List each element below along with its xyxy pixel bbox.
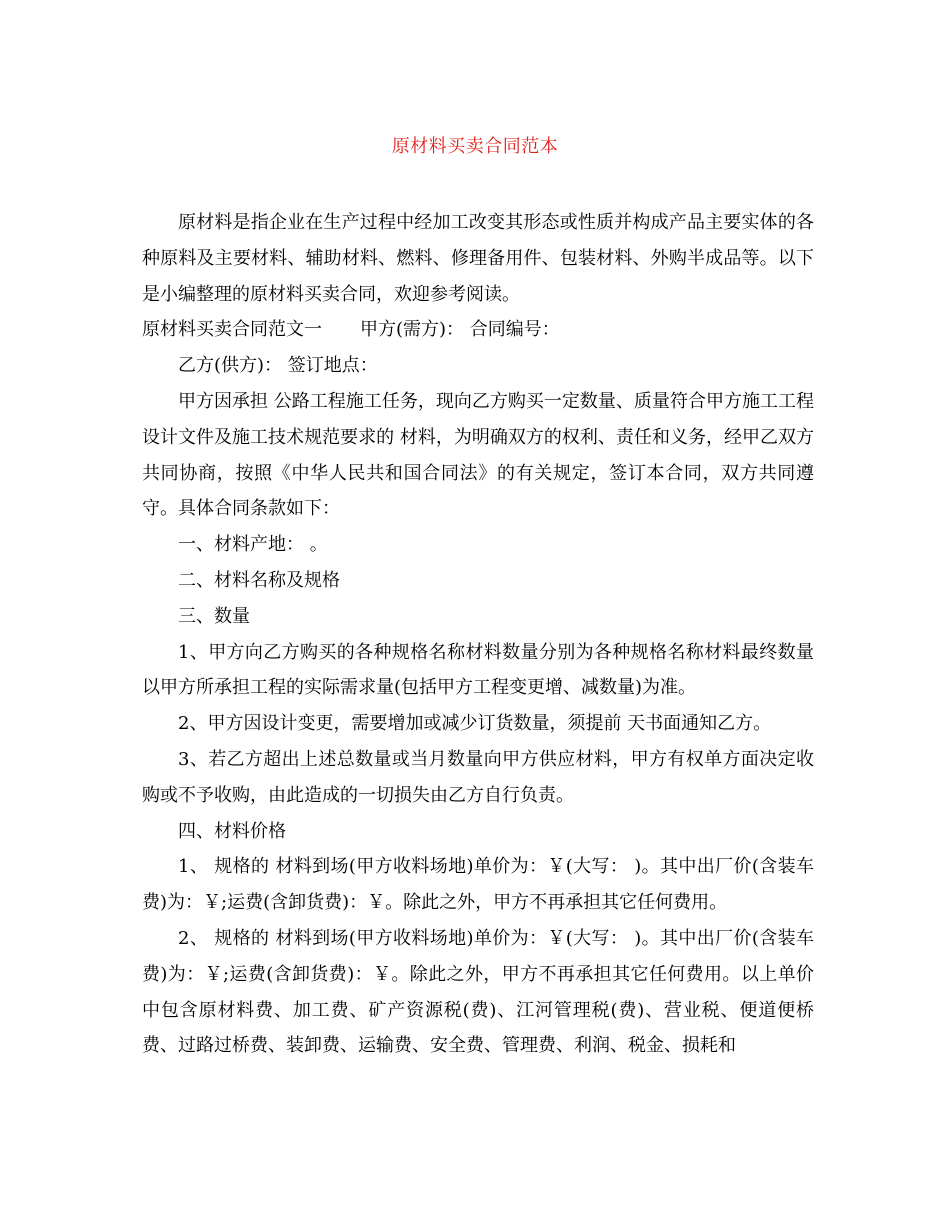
- price-clause-1: 1、 规格的 材料到场(甲方收料场地)单价为：￥(大写： )。其中出厂价(含装车费)为：￥;运费(含卸货费)：￥。除此之外，甲方不再承担其它任何费用。: [142, 856, 814, 914]
- party-b-line: 乙方(供方)： 签订地点：: [178, 355, 378, 377]
- party-a-label: 甲方(需方)：: [360, 319, 465, 341]
- intro-paragraph: 原材料是指企业在生产过程中经加工改变其形态或性质并构成产品主要实体的各种原料及主要材料、辅助材料、燃料、修理备用件、包装材料、外购半成品等。以下是小编整理的原材料买卖合同，欢迎参考阅读。: [142, 212, 814, 305]
- preamble-paragraph: 甲方因承担 公路工程施工任务，现向乙方购买一定数量、质量符合甲方施工工程设计文件及施工技术规范要求的 材料，为明确双方的权利、责任和义务，经甲乙双方共同协商，按照《中华人民共和国合同法》的有关规定，签订本合同，双方共同遵守。具体合同条款如下：: [142, 390, 814, 520]
- quantity-clause-3: 3、若乙方超出上述总数量或当月数量向甲方供应材料，甲方有权单方面决定收购或不予收购，由此造成的一切损失由乙方自行负责。: [142, 748, 814, 806]
- document-title: 原材料买卖合同范本: [391, 136, 559, 157]
- section-1-heading: 一、材料产地： 。: [178, 534, 328, 556]
- price-clause-2: 2、 规格的 材料到场(甲方收料场地)单价为：￥(大写： )。其中出厂价(含装车费)为：￥;运费(含卸货费)：￥。除此之外，甲方不再承担其它任何费用。以上单价中包含原材料费、加工费、矿产资源税(费)、江河管理税(费)、营业税、便道便桥费、过路过桥费、装卸费、运输费、安全费、管理费、利润、税金、损耗和: [142, 927, 814, 1057]
- quantity-clause-2: 2、甲方因设计变更，需要增加或减少订货数量，须提前 天书面通知乙方。: [178, 713, 772, 735]
- contract-number-label: 合同编号：: [469, 319, 560, 341]
- section-4-heading: 四、材料价格: [178, 820, 286, 842]
- section-3-heading: 三、数量: [178, 605, 250, 627]
- section-2-heading: 二、材料名称及规格: [178, 569, 340, 591]
- document-body: [142, 205, 814, 1064]
- header-line: [142, 312, 814, 348]
- quantity-clause-1: 1、甲方向乙方购买的各种规格名称材料数量分别为各种规格名称材料最终数量以甲方所承担工程的实际需求量(包括甲方工程变更增、减数量)为准。: [142, 641, 814, 699]
- sample-label: 原材料买卖合同范文一: [142, 319, 322, 341]
